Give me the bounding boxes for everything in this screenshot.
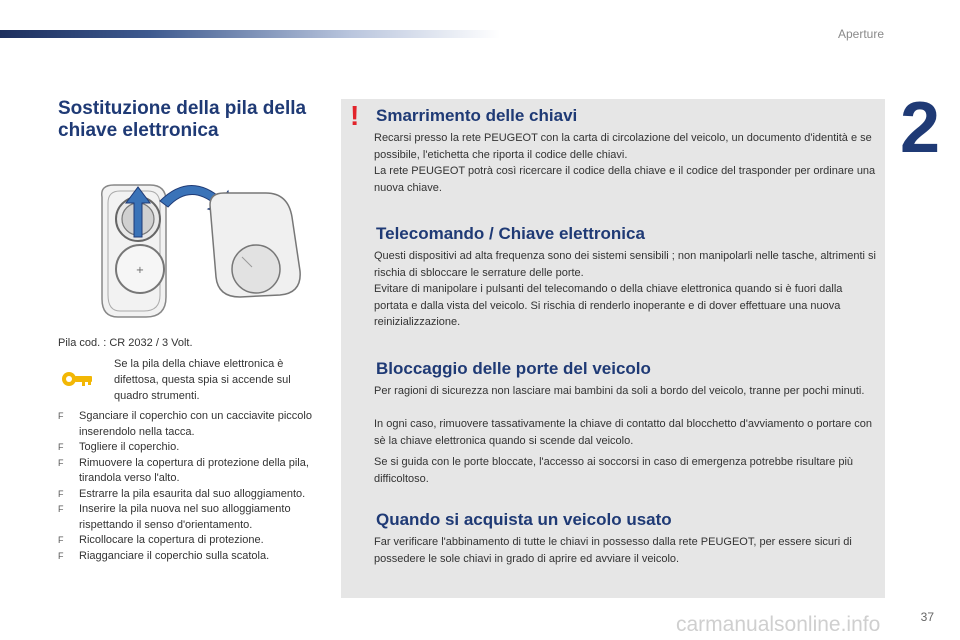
door-locking-title: Bloccaggio delle porte del veicolo — [376, 359, 651, 378]
header-gradient-bar — [0, 30, 500, 38]
battery-replacement-title — [58, 98, 323, 142]
list-item: F Togliere il coperchio. — [58, 440, 323, 456]
door-locking-para-1: Per ragioni di sicurezza non lasciare mai bambini da soli a bordo del veicolo, tranne per pochi minuti. — [374, 385, 865, 397]
used-vehicle-title: Quando si acquista un veicolo usato — [376, 510, 672, 529]
lost-keys-title: Smarrimento delle chiavi — [376, 106, 578, 125]
lost-keys-para-1: Recarsi presso la rete PEUGEOT con la carta di circolazione del veicolo, un documento d'identità e se possibile, l'etichetta che riporta il codice delle chiavi. — [374, 132, 872, 161]
list-item: F Riagganciare il coperchio sulla scatola. — [58, 549, 323, 565]
watermark: carmanualsonline.info — [676, 613, 881, 636]
bullet-icon: F — [58, 457, 64, 468]
door-locking-para-3: Se si guida con le porte bloccate, l'accesso ai soccorsi in caso di emergenza potrebbe risultare più difficoltoso. — [374, 456, 854, 485]
bullet-icon: F — [58, 488, 64, 499]
svg-text:+: + — [135, 265, 145, 276]
remote-key-title: Telecomando / Chiave elettronica — [376, 224, 645, 243]
section-label: Aperture — [837, 27, 884, 41]
battery-steps-list — [58, 409, 323, 564]
list-item: F Rimuovere la copertura di protezione della pila, tirandola verso l'alto. — [58, 456, 309, 484]
list-item: F Ricollocare la copertura di protezione. — [58, 533, 323, 549]
door-locking-para-2: In ogni caso, rimuovere tassativamente la chiave di contatto dal blocchetto d'avviamento o portare con sè la chiave elettronica quando si scende dal veicolo. — [374, 418, 872, 447]
bullet-icon: F — [58, 504, 64, 514]
warning-light-note — [58, 356, 318, 404]
bullet-icon: F — [58, 535, 64, 545]
remote-key-para-1: Questi dispositivi ad alta frequenza sono dei sistemi sensibili ; non manipolarli nelle tasche, altrimenti si rischia di sbloccare le serrature delle porte. — [374, 250, 876, 279]
alert-icon: ! — [350, 100, 360, 131]
lost-keys-para-2: La rete PEUGEOT potrà così ricercare il codice della chiave e il codice del trasponder per ordinare una nuova chiave. — [374, 165, 876, 194]
page-number: 37 — [920, 610, 934, 624]
chapter-number: 2 — [899, 88, 940, 168]
warning-light-text: Se la pila della chiave elettronica è difettosa, questa spia si accende sul quadro strumenti. — [114, 358, 291, 402]
battery-code: Pila cod. : CR 2032 / 3 Volt. — [58, 337, 193, 349]
title-line-1: Sostituzione della pila della — [58, 98, 307, 119]
bullet-icon: F — [58, 411, 64, 421]
title-line-2: chiave elettronica — [58, 120, 219, 141]
key-battery-illustration — [90, 177, 310, 327]
key-warning-light-icon — [60, 368, 94, 390]
list-item: F Inserire la pila nuova nel suo alloggiamento rispettando il senso d'orientamento. — [58, 503, 291, 531]
used-vehicle-para-1: Far verificare l'abbinamento di tutte le chiavi in possesso dalla rete PEUGEOT, per essere sicuri di possedere le sole chiavi in grado di aprire ed avviare il veicolo. — [374, 536, 852, 565]
list-item: F Sganciare il coperchio con un cacciavite piccolo inserendolo nella tacca. — [58, 410, 312, 438]
bullet-icon: F — [58, 550, 64, 561]
bullet-icon: F — [58, 442, 64, 452]
left-column — [58, 98, 323, 142]
list-item: F Estrarre la pila esaurita dal suo alloggiamento. — [58, 487, 323, 503]
remote-key-para-2: Evitare di manipolare i pulsanti del telecomando o della chiave elettronica quando si è fuori dalla portata e dalla vista del veicolo. Si rischia di renderlo inoperante e di dover effettuare una nuova reinizializzazione. — [374, 283, 843, 329]
